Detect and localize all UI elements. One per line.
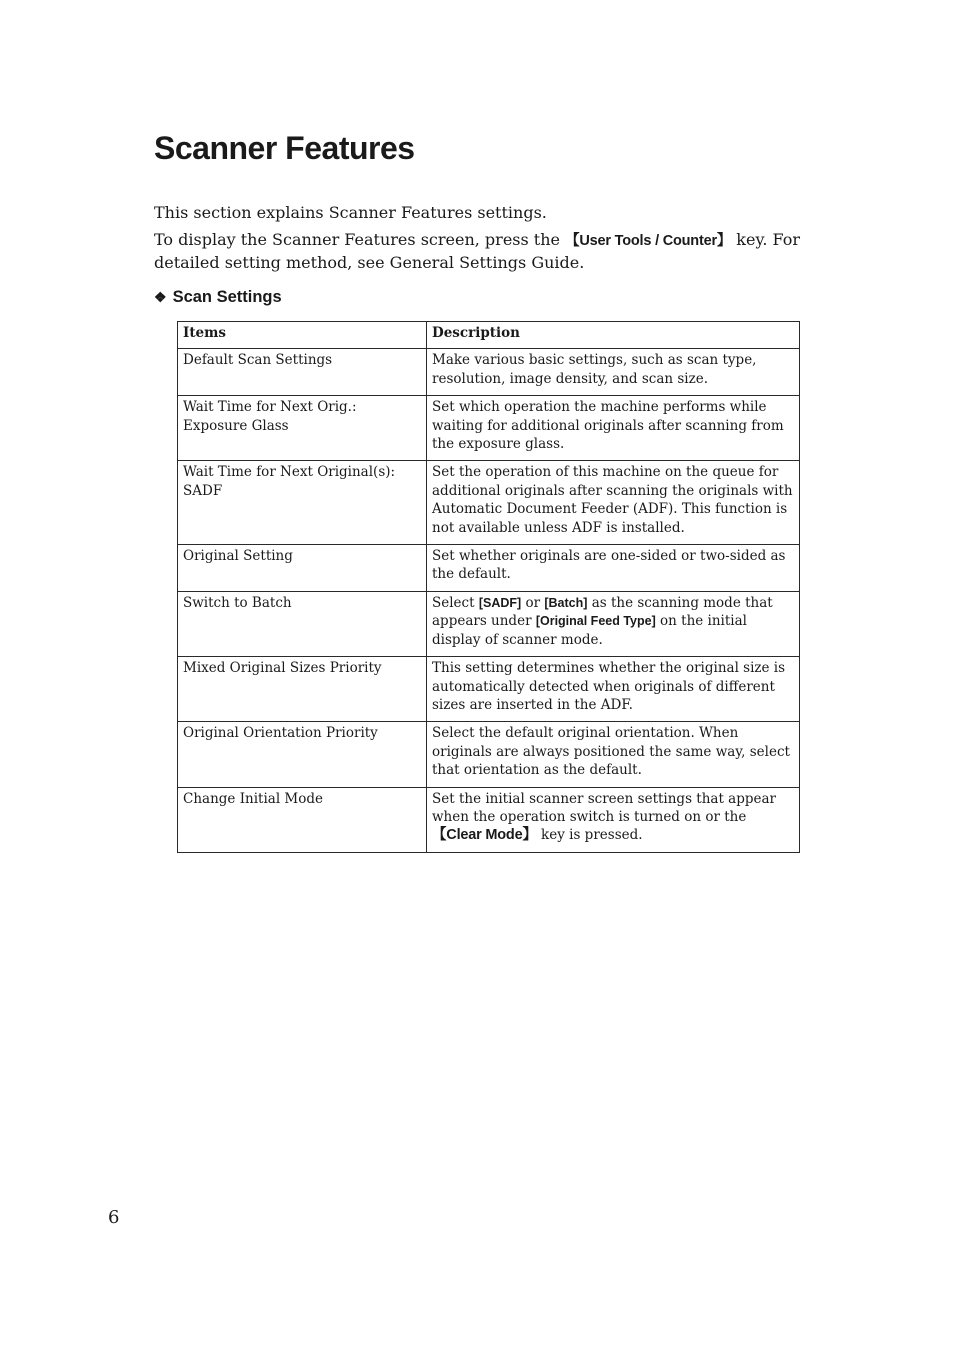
table-row (178, 349, 800, 396)
description-cell: This setting determines whether the original size is automatically detected when originals of different sizes are inserted in the ADF. (427, 657, 800, 722)
table-row (178, 396, 800, 461)
page-title: Scanner Features (154, 130, 415, 166)
column-header-description: Description (427, 322, 800, 349)
description-cell: Set which operation the machine performs while waiting for additional originals after scanning from the exposure glass. (427, 396, 800, 461)
item-cell: Original Setting (178, 545, 427, 592)
page-number: 6 (108, 1207, 120, 1228)
section-heading (154, 288, 282, 307)
item-cell: Original Orientation Priority (178, 722, 427, 787)
table-row (178, 461, 800, 545)
sadf-button-label: [SADF] (478, 595, 522, 610)
item-cell: Change Initial Mode (178, 787, 427, 852)
clear-mode-key: 【Clear Mode】 (432, 827, 537, 844)
batch-button-label: [Batch] (544, 595, 588, 610)
description-text: Set the initial scanner screen settings that appear when the operation switch is turned on or the (432, 790, 776, 825)
description-text: key is pressed. (536, 827, 643, 844)
description-cell: Set whether originals are one-sided or two-sided as the default. (427, 545, 800, 592)
description-cell: Make various basic settings, such as scan type, resolution, image density, and scan size. (427, 349, 800, 396)
item-cell: Switch to Batch (178, 591, 427, 656)
description-text: as the scanning mode that appears under (432, 594, 773, 630)
table-row (178, 591, 800, 656)
table-row (178, 787, 800, 852)
intro-instructions-end: key. For detailed setting method, see General Settings Guide. (154, 230, 801, 272)
table-row (178, 722, 800, 787)
description-text: or (521, 594, 545, 611)
item-cell: Wait Time for Next Orig.: Exposure Glass (178, 396, 427, 461)
original-feed-type-button-label: [Original Feed Type] (535, 614, 656, 629)
four-diamond-icon: ❖ (154, 289, 167, 305)
table-row (178, 545, 800, 592)
table-row (178, 657, 800, 722)
intro-text: This section explains Scanner Features settings. (154, 203, 547, 222)
column-header-items: Items (178, 322, 427, 349)
description-cell: Set the operation of this machine on the queue for additional originals after scanning the originals with Automatic Document Feeder (ADF). This function is not available unless ADF is installed. (427, 461, 800, 545)
description-text: Select (432, 594, 479, 611)
description-cell (427, 591, 800, 656)
description-cell: Select the default original orientation. When originals are always positioned the same way, select that orientation as the default. (427, 722, 800, 787)
scan-settings-table (177, 321, 800, 853)
user-tools-counter-key: 【User Tools / Counter】 (565, 233, 732, 249)
item-cell: Default Scan Settings (178, 349, 427, 396)
intro-instructions-start: To display the Scanner Features screen, press the (154, 230, 566, 249)
description-text: on the initial display of scanner mode. (432, 613, 747, 648)
section-heading-label: Scan Settings (172, 288, 282, 306)
item-cell: Wait Time for Next Original(s): SADF (178, 461, 427, 545)
description-cell (427, 787, 800, 852)
intro-instructions (154, 229, 804, 273)
item-cell: Mixed Original Sizes Priority (178, 657, 427, 722)
table-header-row (178, 322, 800, 349)
